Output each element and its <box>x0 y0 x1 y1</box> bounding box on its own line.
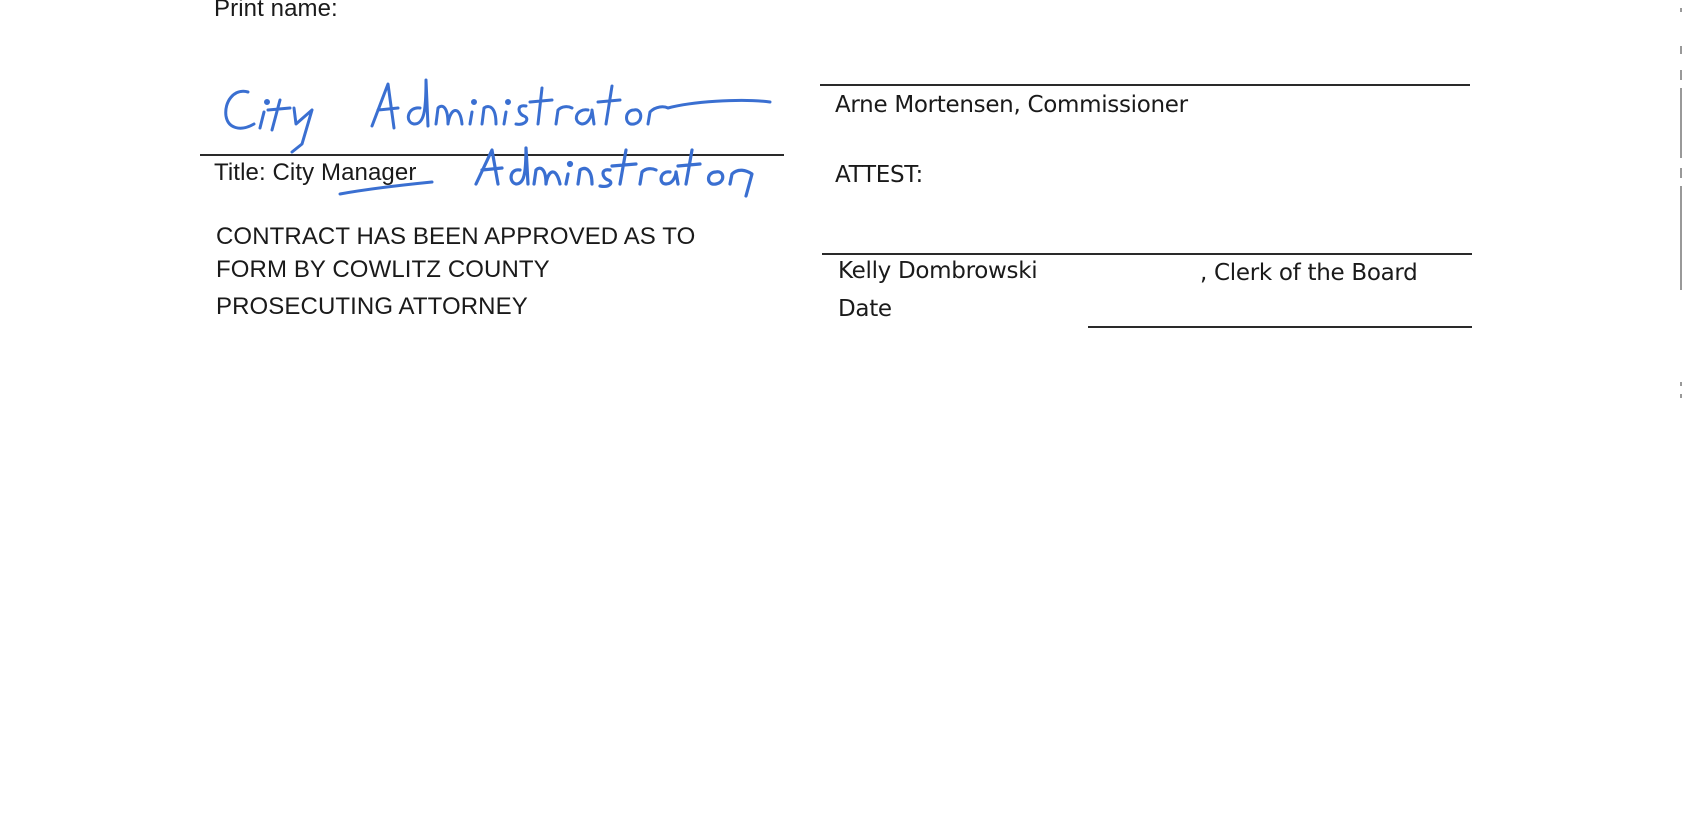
strikethrough-mark <box>332 160 442 200</box>
title-label: Title: City Manager <box>214 159 417 186</box>
attest-label: ATTEST: <box>835 162 923 188</box>
commissioner-name: Arne Mortensen, Commissioner <box>835 92 1188 118</box>
commissioner-signature-line <box>820 84 1470 86</box>
handwritten-correction <box>470 144 760 204</box>
clerk-name: Kelly Dombrowski <box>838 258 1038 284</box>
handwritten-signature <box>220 72 780 152</box>
clerk-title: , Clerk of the Board <box>1200 260 1418 286</box>
print-name-label: Print name: <box>214 0 338 22</box>
approval-line-3: PROSECUTING ATTORNEY <box>216 293 528 320</box>
scan-edge-artifacts <box>1659 0 1699 824</box>
date-line <box>1088 326 1472 328</box>
approval-line-1: CONTRACT HAS BEEN APPROVED AS TO <box>216 223 696 250</box>
date-label: Date <box>838 296 892 322</box>
approval-line-2: FORM BY COWLITZ COUNTY <box>216 256 550 283</box>
clerk-signature-line <box>822 253 1472 255</box>
